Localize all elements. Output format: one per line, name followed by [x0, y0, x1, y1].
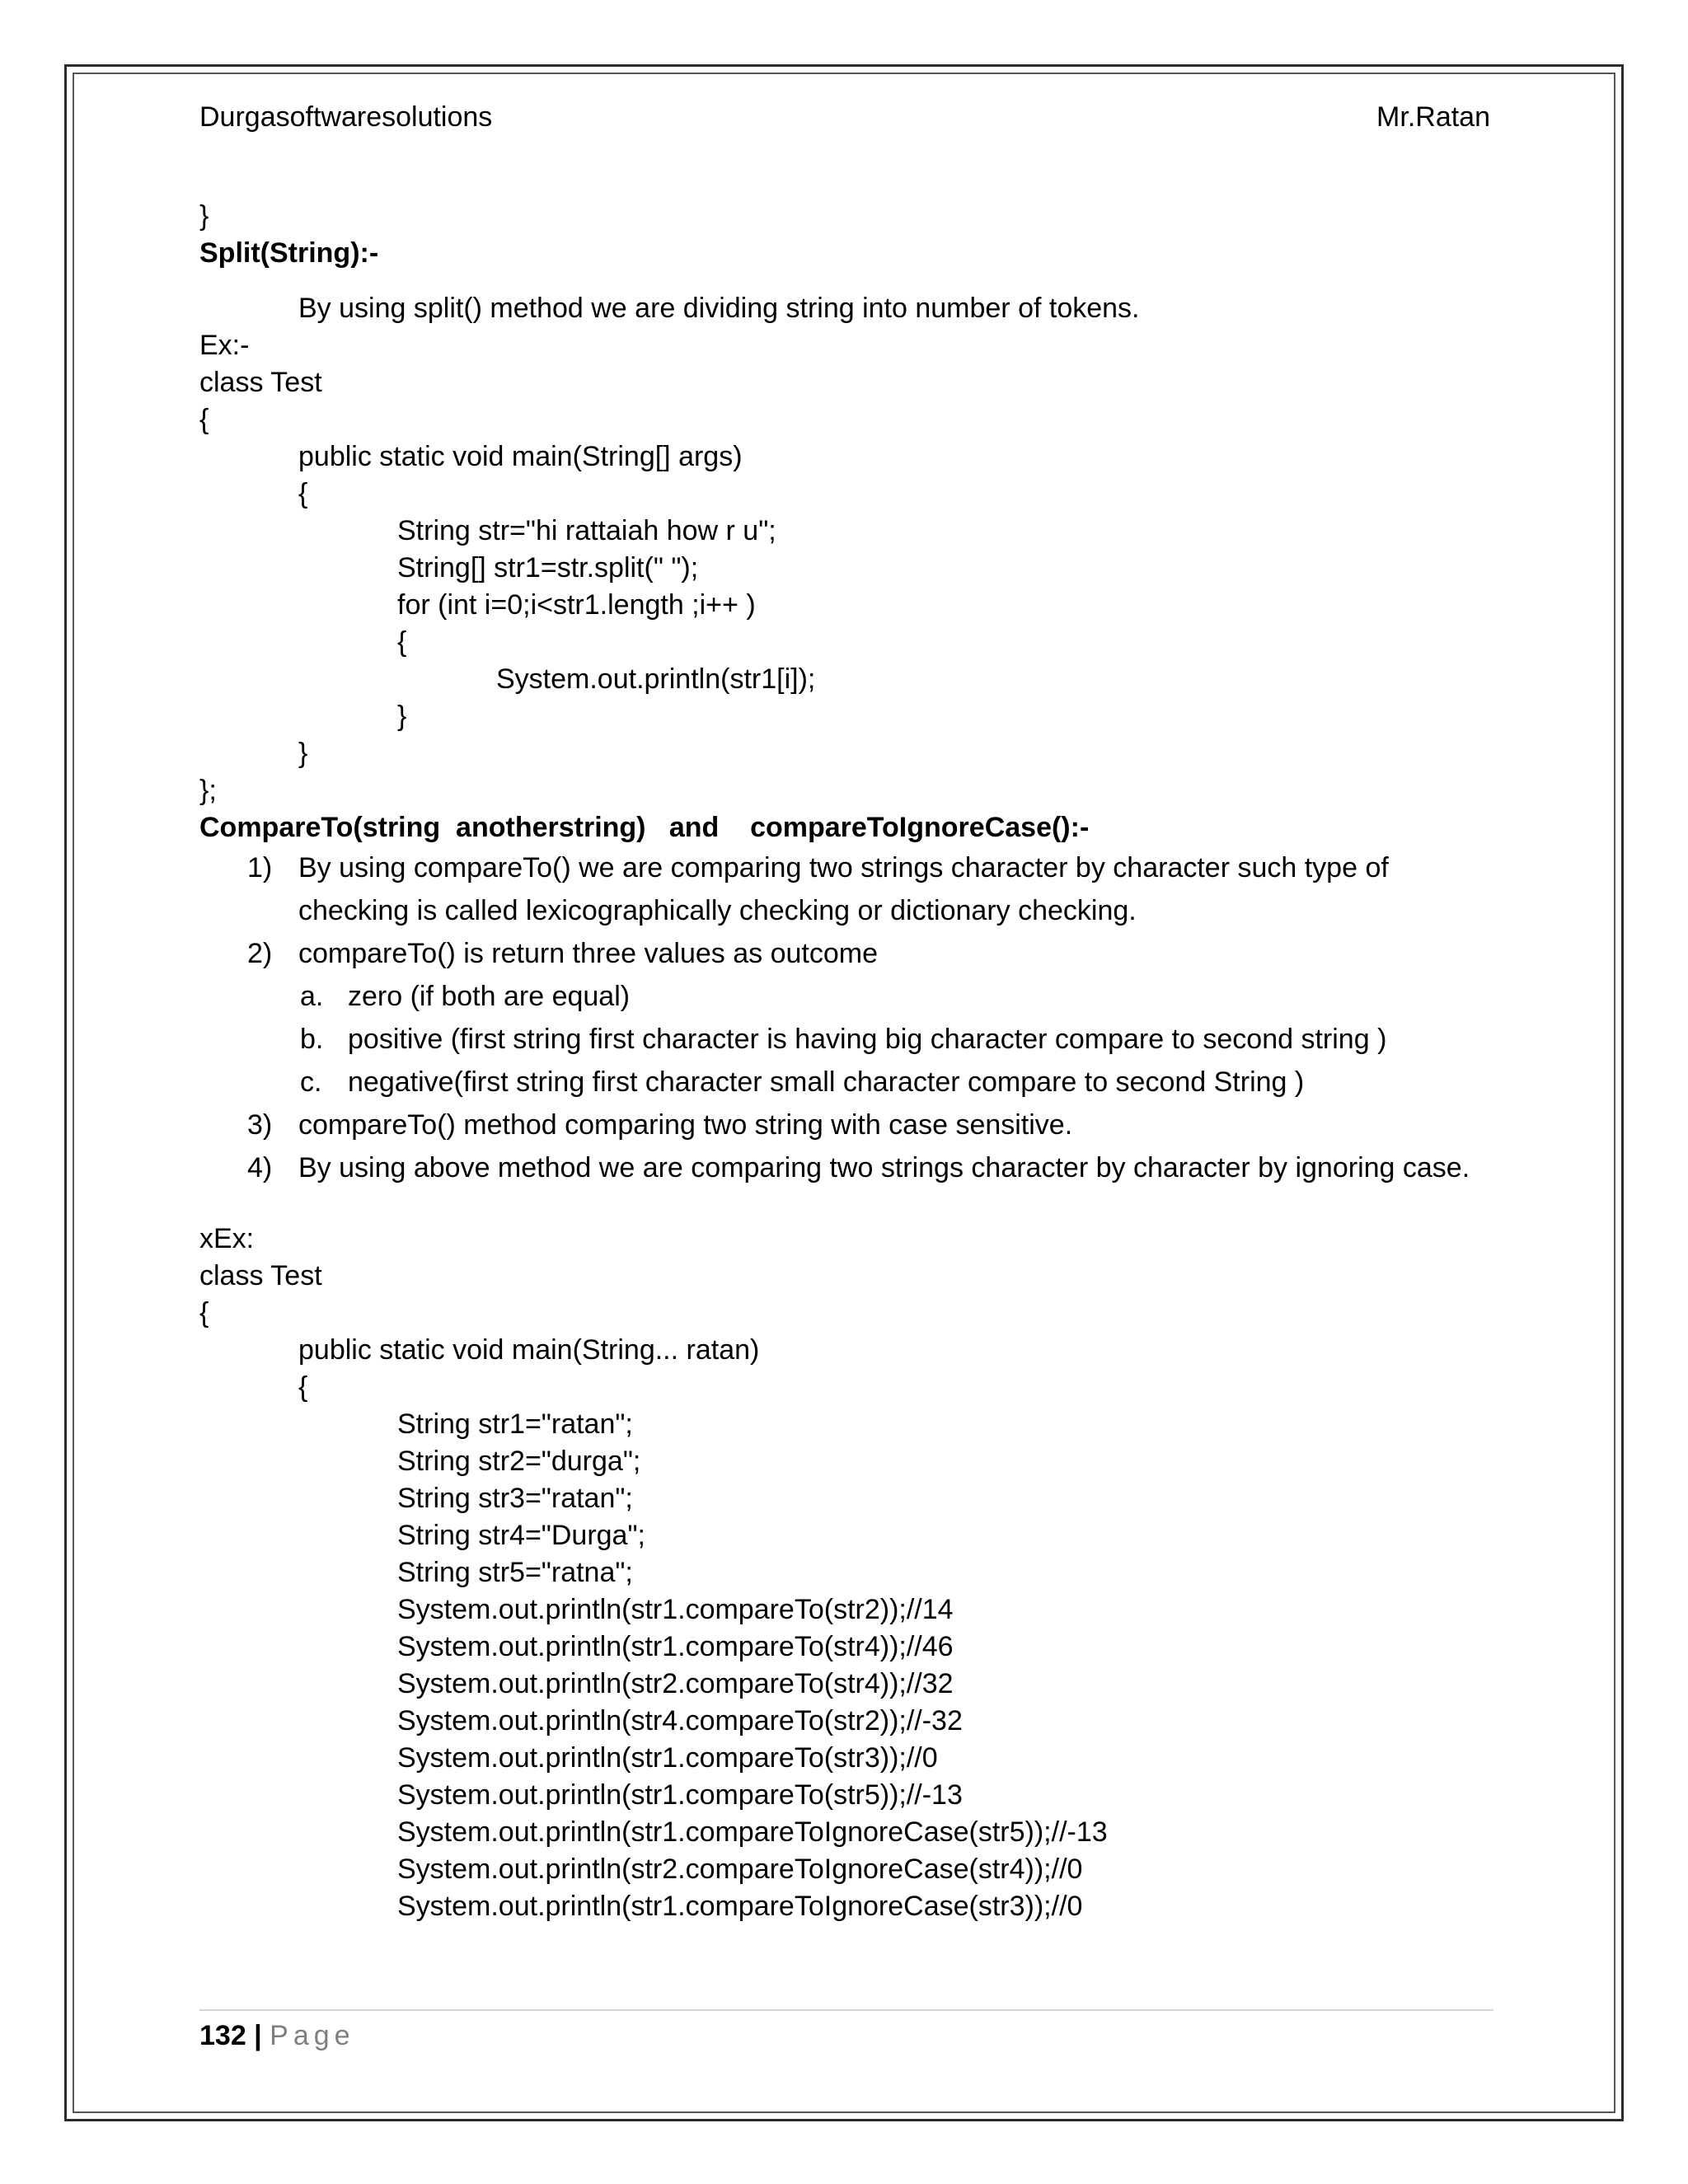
code-line: }: [397, 701, 407, 732]
list-marker: 4): [247, 1152, 273, 1183]
list-marker: 1): [247, 852, 273, 883]
list-marker: 3): [247, 1109, 273, 1141]
code-line: System.out.println(str1.compareToIgnoreCase(str5));//-13: [397, 1816, 1108, 1848]
header-left: Durgasoftwaresolutions: [199, 101, 493, 133]
sub-list-item: c. negative(first string first character small character compare to second String ): [199, 1061, 1502, 1104]
section-heading-compareto: CompareTo(string anotherstring) and compareToIgnoreCase():-: [199, 812, 1090, 843]
code-line: System.out.println(str1.compareTo(str2));//14: [397, 1594, 954, 1625]
footer-separator: |: [246, 2020, 270, 2051]
code-line: {: [199, 404, 209, 435]
code-line: System.out.println(str1.compareTo(str3));//0: [397, 1742, 938, 1774]
list-item: 2) compareTo() is return three values as outcome: [199, 932, 1502, 975]
code-line: String str="hi rattaiah how r u";: [397, 515, 776, 546]
sub-list-item: b. positive (first string first character is having big character compare to second string ): [199, 1018, 1502, 1061]
document-body: [199, 198, 1502, 1925]
spacer: [199, 1189, 1502, 1221]
code-line: {: [298, 1371, 308, 1403]
header-right: Mr.Ratan: [1376, 101, 1490, 133]
example-label: xEx:: [199, 1223, 255, 1254]
code-line: System.out.println(str1[i]);: [496, 663, 816, 695]
list-marker: c.: [300, 1066, 322, 1098]
footer-divider: [199, 2009, 1493, 2011]
list-marker: b.: [300, 1024, 324, 1055]
list-item: 1) By using compareTo() we are comparing two strings character by character such type of: [199, 846, 1502, 889]
list-item-continuation: checking is called lexicographically checking or dictionary checking.: [298, 895, 1137, 926]
code-line: public static void main(String... ratan): [298, 1334, 760, 1366]
list-item: 4) By using above method we are comparing two strings character by character by ignoring case.: [199, 1146, 1502, 1189]
page-word: Page: [270, 2020, 355, 2051]
page-footer: [199, 2018, 355, 2054]
code-line: {: [298, 478, 308, 509]
list-marker: 2): [247, 938, 273, 969]
code-line: public static void main(String[] args): [298, 441, 743, 472]
list-item: 3) compareTo() method comparing two string with case sensitive.: [199, 1104, 1502, 1146]
code-line: class Test: [199, 367, 322, 398]
code-line: }: [199, 200, 209, 232]
code-line: }: [298, 738, 308, 769]
code-line: System.out.println(str1.compareTo(str5));//-13: [397, 1779, 963, 1811]
code-line: System.out.println(str2.compareTo(str4));//32: [397, 1668, 954, 1699]
code-line: String str4="Durga";: [397, 1520, 645, 1551]
code-line: System.out.println(str2.compareToIgnoreCase(str4));//0: [397, 1854, 1083, 1885]
code-line: String str1="ratan";: [397, 1408, 633, 1440]
page-number: 132: [199, 2020, 246, 2051]
code-line: };: [199, 775, 217, 806]
code-line: System.out.println(str1.compareTo(str4));//46: [397, 1631, 954, 1662]
spacer: [199, 272, 1502, 290]
code-line: String str2="durga";: [397, 1446, 641, 1477]
list-marker: a.: [300, 981, 324, 1012]
code-line: {: [397, 626, 407, 658]
code-line: System.out.println(str4.compareTo(str2));//-32: [397, 1705, 963, 1736]
code-line: System.out.println(str1.compareToIgnoreCase(str3));//0: [397, 1891, 1083, 1922]
code-line: {: [199, 1297, 209, 1329]
code-line: class Test: [199, 1260, 322, 1291]
example-label: Ex:-: [199, 330, 250, 361]
code-line: String str5="ratna";: [397, 1557, 633, 1588]
code-line: String str3="ratan";: [397, 1483, 633, 1514]
paragraph-split-desc: By using split() method we are dividing string into number of tokens.: [298, 293, 1140, 324]
code-line: for (int i=0;i<str1.length ;i++ ): [397, 589, 756, 621]
sub-list-item: a. zero (if both are equal): [199, 975, 1502, 1018]
section-heading-split: Split(String):-: [199, 237, 379, 269]
code-line: String[] str1=str.split(" ");: [397, 552, 699, 583]
